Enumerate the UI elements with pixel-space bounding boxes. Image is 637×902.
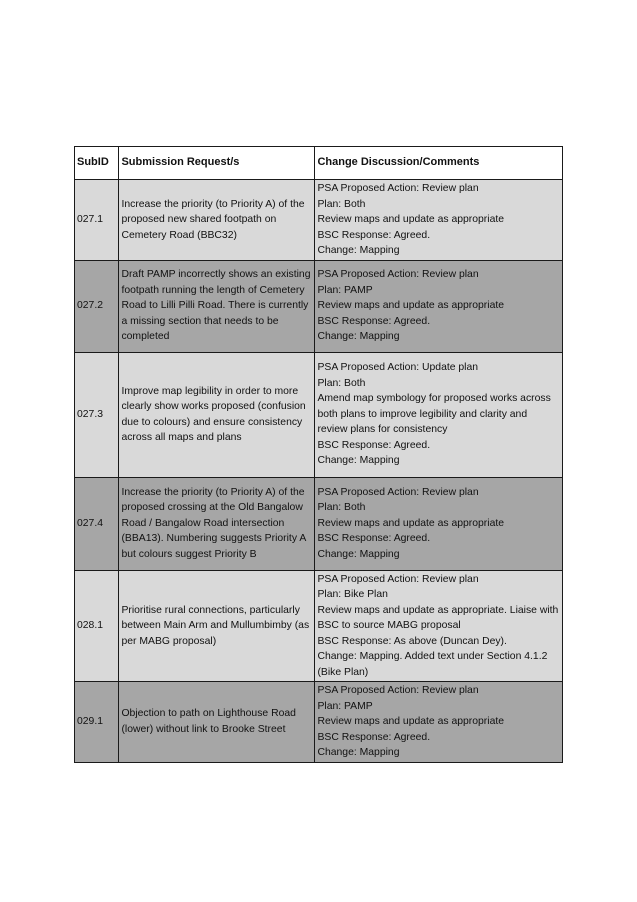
comment-line: Change: Mapping <box>317 245 400 256</box>
comment-line: Review maps and update as appropriate <box>317 716 505 727</box>
comments-cell <box>315 682 563 763</box>
sub-id-cell: 027.3 <box>75 352 119 477</box>
comments-cell <box>315 477 563 570</box>
comment-line: Review maps and update as appropriate. Liaise with BSC to source MABG proposal <box>317 604 559 631</box>
request-cell: Objection to path on Lighthouse Road (lower) without link to Brooke Street <box>119 682 315 763</box>
comment-line: PSA Proposed Action: Review plan <box>317 486 479 498</box>
comment-line: Plan: Both <box>317 502 366 514</box>
table-row <box>75 477 563 570</box>
sub-id-cell: 028.1 <box>75 570 119 682</box>
request-cell: Increase the priority (to Priority A) of the proposed crossing at the Old Bangalow Road / Bangalow Road intersection (BBA13). Numbering suggests Priority A but colours suggest Priority B <box>119 477 315 570</box>
header-submission-request: Submission Request/s <box>119 147 315 180</box>
sub-id-cell: 027.2 <box>75 260 119 352</box>
comments-cell <box>315 570 563 682</box>
comment-line: PSA Proposed Action: Review plan <box>317 269 479 281</box>
comment-line: BSC Response: As above (Duncan Dey). <box>317 635 507 647</box>
comment-line: Change: Mapping. Added text under Section 4.1.2 (Bike Plan) <box>317 651 548 678</box>
sub-id-cell: 029.1 <box>75 682 119 763</box>
comment-line: BSC Response: Agreed. <box>317 439 431 451</box>
comment-line: Plan: PAMP <box>317 700 373 712</box>
table-row <box>75 180 563 261</box>
comment-line: Plan: Bike Plan <box>317 589 388 600</box>
sub-id-cell: 027.4 <box>75 477 119 570</box>
table-header-row <box>75 147 563 180</box>
comment-line: BSC Response: Agreed. <box>317 731 431 743</box>
comment-line: Plan: PAMP <box>317 284 373 296</box>
comment-line: Amend map symbology for proposed works across both plans to improve legibility and clarity and review plans for consistency <box>317 393 551 436</box>
submissions-table <box>74 146 563 763</box>
comment-line: Change: Mapping <box>317 548 400 560</box>
comment-line: BSC Response: Agreed. <box>317 315 431 327</box>
comment-line: Change: Mapping <box>317 455 400 467</box>
comment-line: Review maps and update as appropriate <box>317 517 505 529</box>
comment-line: Review maps and update as appropriate <box>317 300 505 312</box>
comment-line: Change: Mapping <box>317 331 400 343</box>
table-row <box>75 682 563 763</box>
comment-line: PSA Proposed Action: Update plan <box>317 362 479 374</box>
request-cell: Increase the priority (to Priority A) of the proposed new shared footpath on Cemetery Road (BBC32) <box>119 180 315 261</box>
comment-line: Plan: Both <box>317 377 366 389</box>
header-change-discussion: Change Discussion/Comments <box>315 147 563 180</box>
sub-id-cell: 027.1 <box>75 180 119 261</box>
comment-line: PSA Proposed Action: Review plan <box>317 573 479 585</box>
table-row <box>75 260 563 352</box>
comment-line: BSC Response: Agreed. <box>317 533 431 545</box>
comments-cell <box>315 180 563 261</box>
comment-line: Plan: Both <box>317 198 366 210</box>
comment-line: PSA Proposed Action: Review plan <box>317 183 479 194</box>
comments-cell <box>315 260 563 352</box>
comment-line: Review maps and update as appropriate <box>317 214 505 225</box>
request-cell: Draft PAMP incorrectly shows an existing footpath running the length of Cemetery Road to Lilli Pilli Road. There is currently a missing section that needs to be completed <box>119 260 315 352</box>
comment-line: Change: Mapping <box>317 747 400 758</box>
request-cell: Prioritise rural connections, particularly between Main Arm and Mullumbimby (as per MABG proposal) <box>119 570 315 682</box>
comments-cell <box>315 352 563 477</box>
table-row <box>75 570 563 682</box>
header-subid: SubID <box>75 147 119 180</box>
table-row <box>75 352 563 477</box>
request-cell: Improve map legibility in order to more clearly show works proposed (confusion due to colours) and ensure consistency across all maps and plans <box>119 352 315 477</box>
comment-line: BSC Response: Agreed. <box>317 229 431 241</box>
comment-line: PSA Proposed Action: Review plan <box>317 685 479 696</box>
